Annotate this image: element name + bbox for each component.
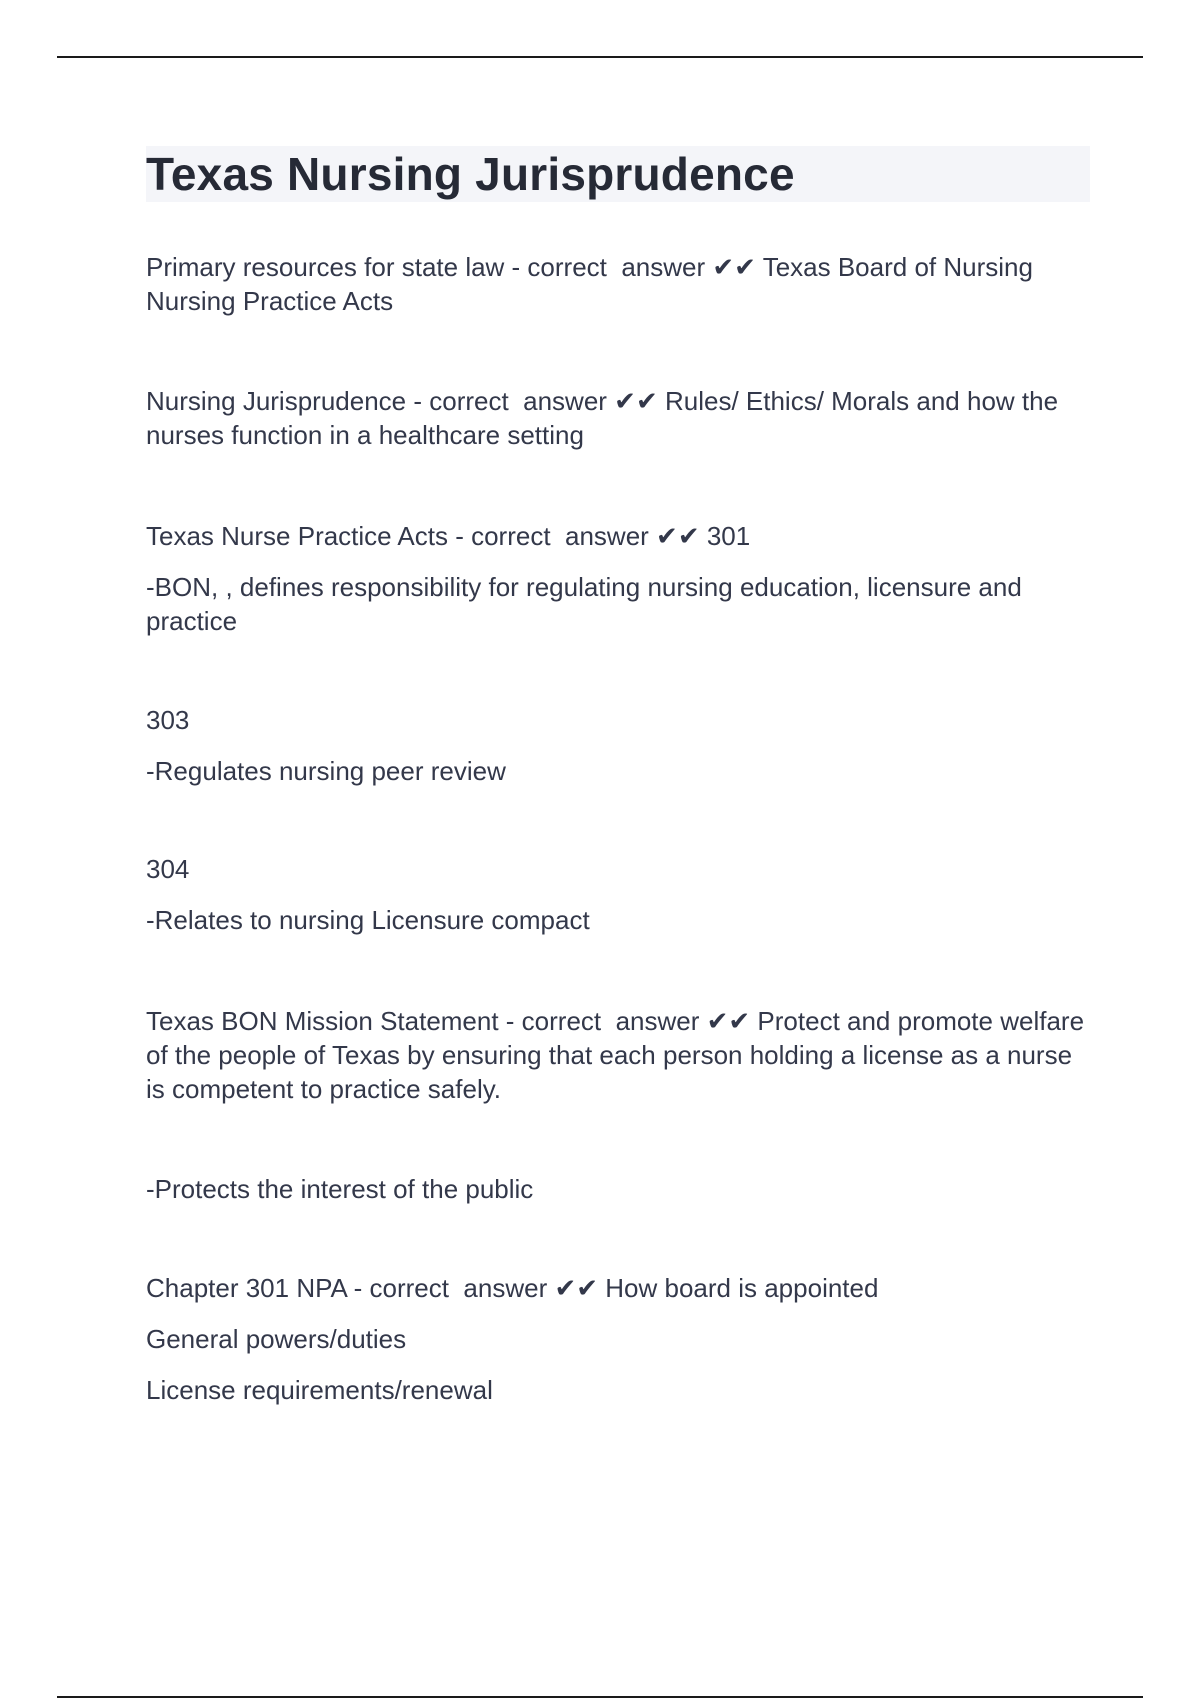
qa-entry-primary-resources: Primary resources for state law - correct answer ✔✔ Texas Board of Nursing Nursing Practice Acts [146, 252, 1041, 316]
title-banner [146, 146, 1090, 202]
answer-line-304: -Relates to nursing Licensure compact [146, 905, 590, 935]
answer-line-license: License requirements/renewal [146, 1375, 493, 1405]
document-page [146, 146, 1092, 1405]
answer-line-303: -Regulates nursing peer review [146, 756, 506, 786]
answer-heading-304: 304 [146, 854, 190, 884]
qa-entry-chapter-301: Chapter 301 NPA - correct answer ✔✔ How board is appointed [146, 1273, 879, 1303]
qa-entry-nursing-jurisprudence: Nursing Jurisprudence - correct answer ✔✔ Rules/ Ethics/ Morals and how the nurses function in a healthcare setting [146, 386, 1066, 450]
answer-line-mission: -Protects the interest of the public [146, 1174, 534, 1204]
bottom-divider [57, 1696, 1143, 1698]
answer-heading-303: 303 [146, 705, 190, 735]
qa-entry-nurse-practice-acts: Texas Nurse Practice Acts - correct answer ✔✔ 301 [146, 521, 751, 551]
page-title: Texas Nursing Jurisprudence [146, 148, 795, 200]
top-divider [57, 56, 1143, 58]
qa-entry-bon-mission: Texas BON Mission Statement - correct answer ✔✔ Protect and promote welfare of the people of Texas by ensuring that each person holding a license as a nurse is competent to practice safely. [146, 1006, 1092, 1104]
answer-line-301: -BON, , defines responsibility for regulating nursing education, licensure and practice [146, 572, 1030, 636]
answer-line-powers: General powers/duties [146, 1324, 407, 1354]
